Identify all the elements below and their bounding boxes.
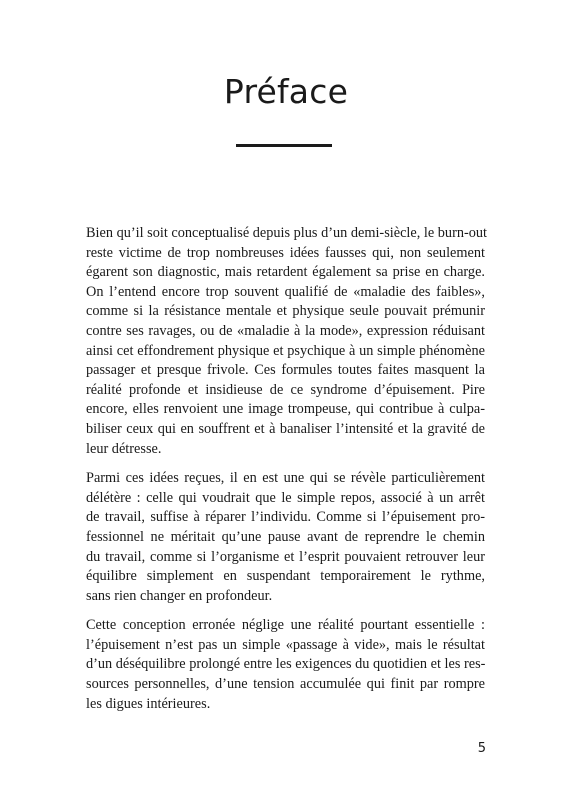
text-line: leur détresse. [86,440,162,457]
text-line: Parmi ces idées reçues, il en est une qui se révèle particulièrement [86,470,485,487]
paragraph-2 [86,469,485,606]
text-line: de travail, suffise à réparer l’individu. Comme si l’épuisement pro- [86,509,485,526]
title-underline-rule [236,144,332,147]
paragraph-1 [86,224,488,459]
text-line: encore, elles renvoient une image trompeuse, qui contribue à culpa- [86,401,485,418]
body-text [86,224,488,724]
page-title: Préface [223,72,349,111]
text-line: ainsi cet effondrement physique et psychique à un simple phénomène [86,342,485,359]
page-number: 5 [477,741,486,756]
text-line: d’un déséquilibre prolongé entre les exigences du quotidien et les res- [86,656,486,673]
text-line: du travail, comme si l’organisme et l’esprit pouvaient retrouver leur [86,548,485,565]
text-line: biliser ceux qui en souffrent et à banaliser l’intensité et la gravité de [86,420,485,437]
text-line: les digues intérieures. [86,695,211,712]
text-line: comme si la résistance mentale et physique seule pouvait prémunir [86,303,485,320]
text-line: fessionnel ne méritait qu’une pause avant de reprendre le chemin [86,528,485,545]
text-line: égarent son diagnostic, mais retardent également sa prise en charge. [86,264,485,281]
text-line: réalité profonde et insidieuse de ce syndrome d’épuisement. Pire [86,381,485,398]
text-line: l’épuisement n’est pas un simple «passage à vide», mais le résultat [86,636,485,653]
text-line: sans rien changer en profondeur. [86,587,273,604]
text-line: Cette conception erronée néglige une réalité pourtant essentielle : [86,617,485,634]
text-line: passager et presque frivole. Ces formules toutes faites masquent la [86,362,485,379]
text-line: sources personnelles, d’une tension accumulée qui finit par rompre [86,676,485,693]
paragraph-3 [86,616,485,714]
text-line: Bien qu’il soit conceptualisé depuis plus d’un demi-siècle, le burn-out [86,225,488,241]
text-line: contre ses ravages, ou de «maladie à la mode», expression réduisant [86,322,485,339]
text-line: équilibre simplement en suspendant temporairement le rythme, [86,568,485,585]
text-line: On l’entend encore trop souvent qualifié de «maladie des faibles», [86,283,485,300]
text-line: reste victime de trop nombreuses idées fausses qui, non seulement [86,244,485,261]
text-line: délétère : celle qui voudrait que le simple repos, associé à un arrêt [86,489,485,506]
